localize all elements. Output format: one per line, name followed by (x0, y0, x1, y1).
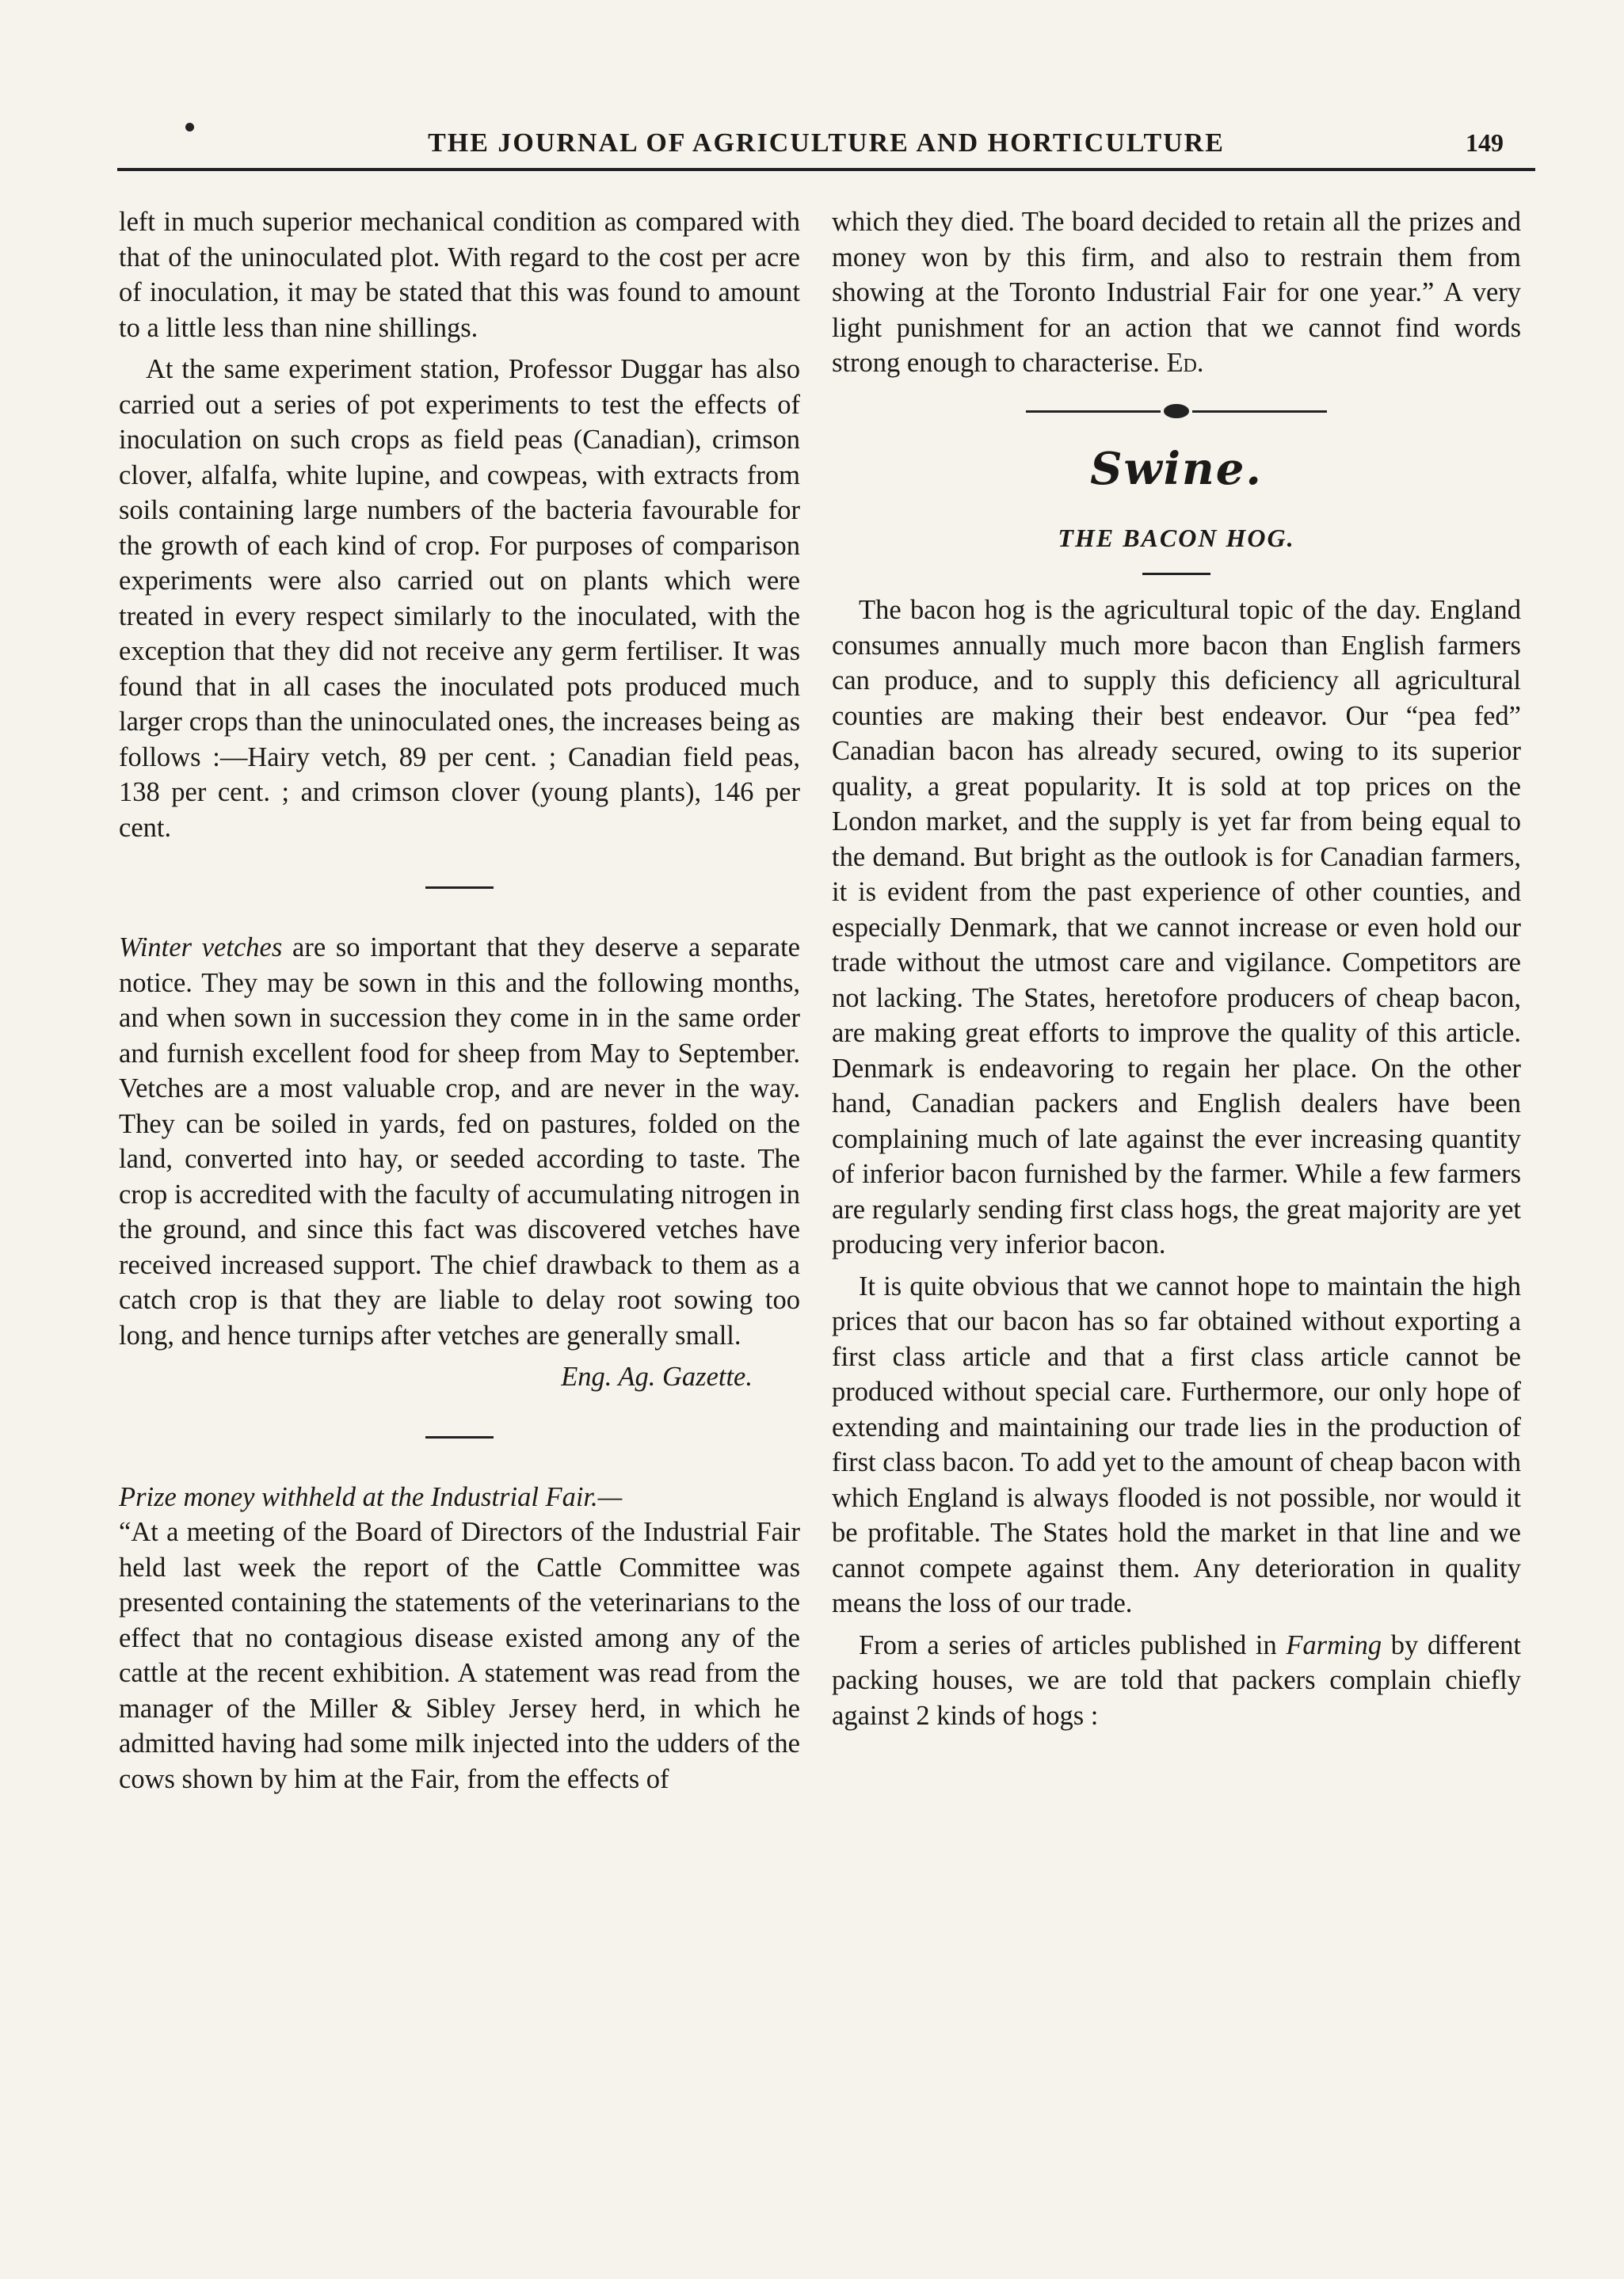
paragraph-inoculation-cost: left in much superior mechanical condition as compared with that of the uninoculated plot. With regard to the cost per acre of inoculation, it may be stated that this was found to amount to a little less than nine shillings. (119, 207, 800, 343)
paragraph-prize-money (119, 1480, 800, 1797)
running-header (117, 125, 1535, 173)
board-decision-text: which they died. The board decided to retain all the prizes and money won by this firm, and also to restrain them from showing at the Toronto Industrial Fair for one year.” A very light punishment for an action that we cannot find words strong enough to characterise. (832, 207, 1521, 378)
packing-houses-start: From a series of articles published in (859, 1629, 1287, 1660)
paragraph-bacon-hog-intro: The bacon hog is the agricultural topic of the day. England consumes annually much more bacon than English farmers can produce, and to supply this deficiency all agricultural counties are making their best endeavor. Our “pea fed” Canadian bacon has already secured, owing to its superior quality, a great popularity. It is sold at top prices on the London market, and the supply is yet far from being equal to the demand. But bright as the outlook is for Canadian farmers, it is evident from the past experience of other counties, and especially Denmark, that we cannot increase or even hold our trade without the utmost care and vigilance. Competitors are not lacking. The States, heretofore producers of cheap bacon, are making great efforts to improve the quality of this article. Denmark is endeavoring to regain her place. On the other hand, Canadian packers and English dealers have been complaining much of late against the ever increasing quantity of inferior bacon furnished by the farmer. While a few farmers are regularly sending first class hogs, the great majority are yet producing very inferior bacon. (832, 595, 1521, 1260)
right-column (832, 204, 1521, 1740)
source-attribution: Eng. Ag. Gazette. (561, 1362, 753, 1392)
winter-vetches-text: are so important that they deserve a separate notice. They may be sown in this and the following months, and when sown in succession they come in in the same order and furnish excellent food for sheep from May to September. Vetches are a most valuable crop, and are never in the way. They can be soiled in yards, fed on pastures, folded on the land, converted into hay, or seeded according to taste. The crop is accredited with the faculty of accumulating nitrogen in the ground, and since this fact was discovered vetches have received increased support. The chief drawback to them as a catch crop is that they are liable to delay root sowing too long, and hence turnips after vetches are generally small. (119, 932, 800, 1351)
editor-signature: Ed. (1166, 348, 1204, 378)
separator-rule (425, 886, 494, 889)
paragraph-winter-vetches (119, 930, 800, 1353)
prize-money-text: “At a meeting of the Board of Directors of the Industrial Fair held last week the report of the Cattle Committee was presented containing the statements of the veterinarians to the effect that no contagious disease existed among any of the cattle at the recent exhibition. A statement was read from the manager of the Miller & Sibley Jersey herd, in which he admitted having had some milk injected into the udders of the cows shown by him at the Fair, from the effects of (119, 1517, 800, 1794)
header-rule (117, 168, 1535, 171)
paragraph-high-prices: It is quite obvious that we cannot hope to maintain the high prices that our bacon has so far obtained without exporting a first class article and that a first class article cannot be produced without special care. Furthermore, our only hope of extending and maintaining our trade lies in the production of first class bacon. To add yet to the amount of cheap bacon with which England is always flooded is not possible, nor would it be profitable. The States hold the market in that line and we cannot compete against them. Any deterioration in quality means the loss of our trade. (832, 1271, 1521, 1618)
farming-title: Farming (1286, 1629, 1382, 1660)
article-title: THE BACON HOG. (1058, 523, 1295, 552)
separator-rule (425, 1436, 494, 1439)
paragraph-packing-houses (832, 1628, 1521, 1734)
prize-money-lead: Prize money withheld at the Industrial Fair.— (119, 1481, 623, 1512)
paragraph-board-decision (832, 204, 1521, 381)
paragraph-duggar-experiments: At the same experiment station, Professor Duggar has also carried out a series of pot experiments to test the effects of inoculation on such crops as field peas (Canadian), crimson clover, alfalfa, white lupine, and cowpeas, with extracts from soils containing large numbers of the bacteria favourable for the growth of each kind of crop. For purposes of comparison experiments were also carried out on plants which were treated in every respect similarly to the inoculated, with the exception that they did not receive any germ fertiliser. It was found that in all cases the inoculated pots produced much larger crops than the uninoculated ones, the increases being as follows :—Hairy vetch, 89 per cent. ; Canadian field peas, 138 per cent. ; and crimson clover (young plants), 146 per cent. (119, 354, 800, 843)
separator-rule (1142, 573, 1210, 575)
winter-vetches-lead: Winter vetches (119, 932, 283, 962)
ornamental-divider (1026, 403, 1327, 419)
journal-title: THE JOURNAL OF AGRICULTURE AND HORTICULTURE (428, 128, 1225, 158)
packing-houses-end: by different packing houses, we are told that packers complain chiefly against 2 kinds of hogs : (832, 1629, 1522, 1731)
section-title: Swine. (1090, 442, 1263, 495)
page-number: 149 (1466, 128, 1504, 157)
left-column (119, 204, 800, 1803)
